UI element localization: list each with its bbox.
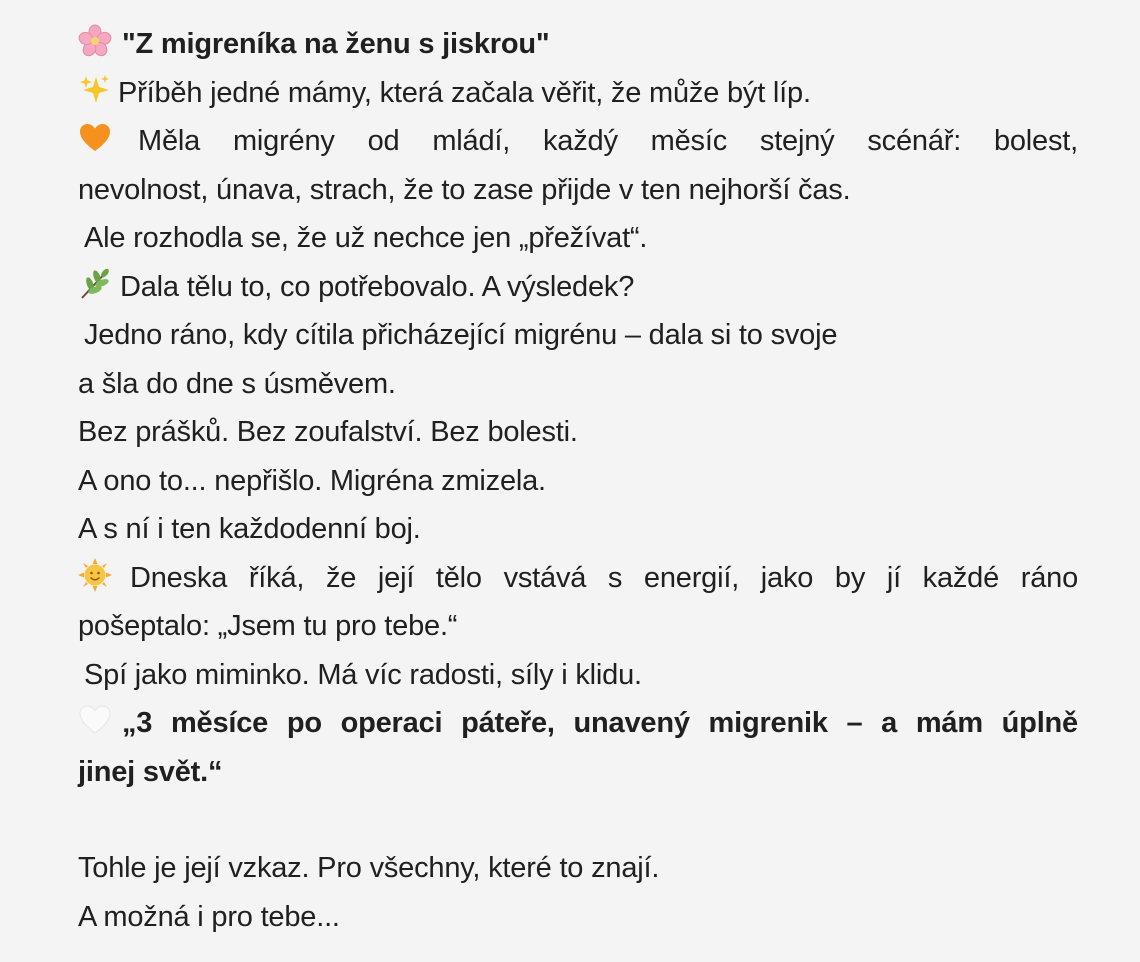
paragraph-migraines-line1: Měla migrény od mládí, každý měsíc stejný scénář: bolest, <box>138 125 1078 157</box>
sparkles-icon <box>78 73 112 107</box>
body-line <box>78 263 1078 312</box>
quote-paragraph <box>78 699 1078 796</box>
quote-line2: jinej svět.“ <box>78 755 223 788</box>
gone-line: A ono to... nepřišlo. Migréna zmizela. <box>78 464 546 497</box>
post-subtitle: Příběh jedné mámy, která začala věřit, že může být líp. <box>118 76 811 109</box>
morning-line2: a šla do dne s úsměvem. <box>78 367 396 400</box>
paragraph-energy <box>78 554 1078 651</box>
sleep-line: Spí jako miminko. Má víc radosti, síly i klidu. <box>84 658 642 691</box>
paragraph-energy-line1: Dneska říká, že její tělo vstává s energií, jako by jí každé ráno <box>130 561 1078 594</box>
white-heart-icon <box>78 703 112 737</box>
fight-line: A s ní i ten každodenní boj. <box>78 513 421 545</box>
paragraph-migraines <box>78 117 1078 214</box>
closing-line2: A možná i pro tebe... <box>78 900 340 933</box>
body-text: Dala tělu to, co potřebovalo. A výsledek? <box>120 270 635 303</box>
spacer <box>78 796 1078 844</box>
morning-line1: Jedno ráno, kdy cítila přicházející migrénu – dala si to svoje <box>84 319 838 351</box>
paragraph-migraines-line2: nevolnost, únava, strach, že to zase přijde v ten nejhorší čas. <box>78 173 851 206</box>
sun-with-face-icon <box>78 558 112 592</box>
without-line: Bez prášků. Bez zoufalství. Bez bolesti. <box>78 416 578 448</box>
paragraph-energy-line2: pošeptalo: „Jsem tu pro tebe.“ <box>78 610 458 642</box>
orange-heart-icon <box>78 121 112 155</box>
post-text <box>78 20 1078 941</box>
herb-icon <box>78 267 112 301</box>
post-title: "Z migreníka na ženu s jiskrou" <box>122 28 550 60</box>
decision-line: Ale rozhodla se, že už nechce jen „přežívat“. <box>84 222 648 254</box>
cherry-blossom-icon <box>78 24 112 58</box>
closing-line1: Tohle je její vzkaz. Pro všechny, které to znají. <box>78 852 660 884</box>
quote-line1: „3 měsíce po operaci páteře, unavený migrenik – a mám úplně <box>122 707 1078 739</box>
title-line <box>78 20 1078 69</box>
subtitle-line <box>78 69 1078 118</box>
